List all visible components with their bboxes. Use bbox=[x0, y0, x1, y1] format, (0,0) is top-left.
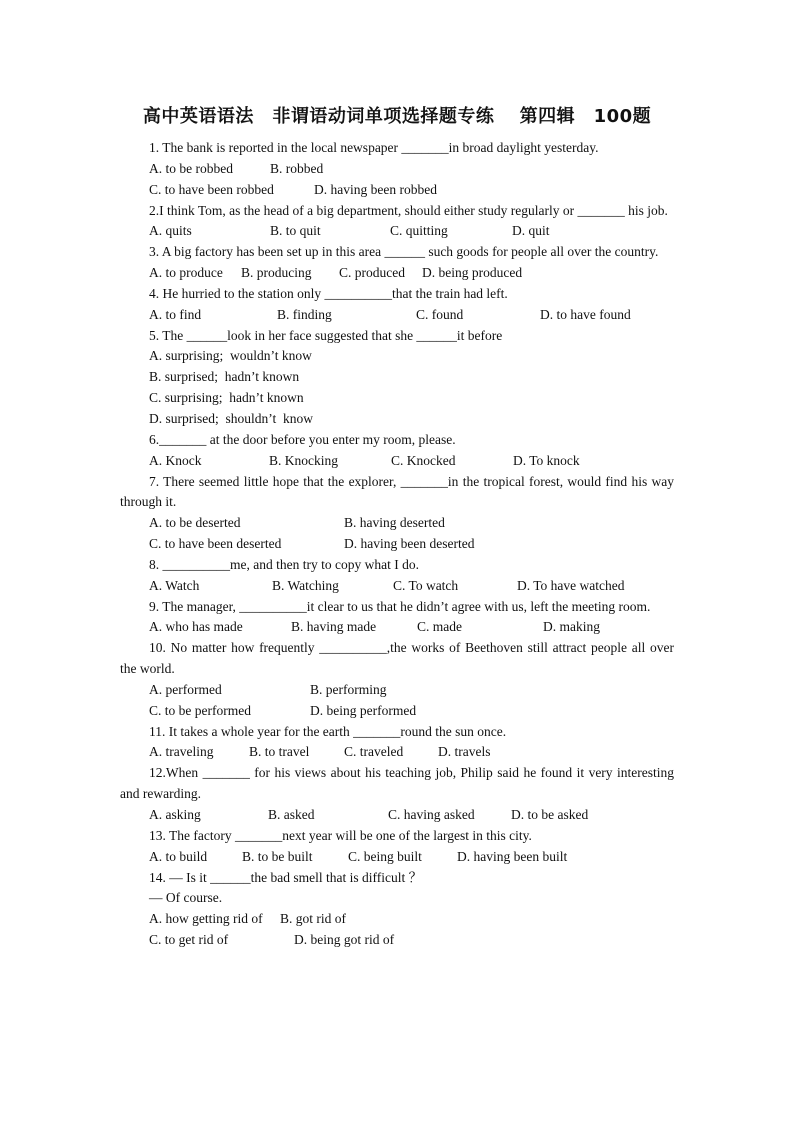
option-b: B. Knocking bbox=[269, 452, 338, 468]
option-b: B. to quit bbox=[270, 223, 321, 239]
question-13: 13. The factory _______next year will be one of the largest in this city. bbox=[149, 827, 532, 843]
option-c: C. To watch bbox=[393, 577, 459, 593]
option-d: D. being produced bbox=[422, 265, 523, 281]
option-d: D. making bbox=[543, 619, 600, 635]
option-d: D. having been robbed bbox=[314, 181, 437, 197]
question-3: 3. A big factory has been set up in this area ______ such goods for people all over the country. bbox=[149, 244, 659, 260]
option-b: B. got rid of bbox=[280, 911, 346, 927]
option-a: A. to be robbed bbox=[149, 160, 233, 176]
option-c: C. to get rid of bbox=[149, 932, 229, 948]
option-c: C. to have been deserted bbox=[149, 536, 282, 552]
option-b: B. Watching bbox=[272, 577, 339, 593]
option-a: A. to produce bbox=[149, 265, 223, 281]
options-row bbox=[120, 742, 674, 763]
option-b: B. having deserted bbox=[344, 515, 445, 531]
option-a: A. to build bbox=[149, 848, 208, 864]
options-row bbox=[120, 617, 674, 638]
option-d: D. having been deserted bbox=[344, 536, 475, 552]
options-row bbox=[120, 180, 674, 201]
option-b: B. surprised; hadn’t known bbox=[149, 369, 300, 385]
question-2: 2.I think Tom, as the head of a big department, should either study regularly or _______ his job. bbox=[149, 202, 668, 218]
option-a: A. traveling bbox=[149, 744, 214, 760]
options-row bbox=[120, 847, 674, 868]
option-c: C. quitting bbox=[390, 223, 448, 239]
options-row bbox=[120, 576, 674, 597]
option-d: D. travels bbox=[438, 744, 491, 760]
question-14: 14. — Is it ______the bad smell that is difficult ？ bbox=[149, 869, 423, 885]
options-row bbox=[120, 534, 674, 555]
option-a: A. asking bbox=[149, 807, 201, 822]
option-a: A. to be deserted bbox=[149, 515, 241, 531]
question-1: 1. The bank is reported in the local newspaper _______in broad daylight yesterday. bbox=[149, 140, 599, 155]
question-9: 9. The manager, __________it clear to us that he didn’t agree with us, left the meeting room. bbox=[149, 598, 651, 614]
page-title: 高中英语语法 非谓语动词单项选择题专练 第四辑 100题 bbox=[142, 106, 652, 127]
option-b: B. robbed bbox=[270, 160, 324, 176]
question-7: 7. There seemed little hope that the explorer, _______in the tropical forest, would find his way through it. bbox=[120, 473, 674, 510]
option-c: C. Knocked bbox=[391, 452, 456, 468]
option-d: D. being got rid of bbox=[294, 932, 395, 948]
options-row bbox=[120, 680, 674, 701]
option-c: C. found bbox=[416, 306, 464, 322]
question-4: 4. He hurried to the station only __________that the train had left. bbox=[149, 285, 508, 301]
option-a: A. how getting rid of bbox=[149, 911, 263, 927]
option-c: C. to be performed bbox=[149, 702, 251, 718]
option-d: D. quit bbox=[512, 223, 550, 239]
question-12: 12.When _______ for his views about his teaching job, Philip said he found it very interesting and rewarding. bbox=[120, 765, 674, 802]
options-row bbox=[120, 159, 674, 180]
options-row bbox=[120, 451, 674, 472]
option-d: D. surprised; shouldn’t know bbox=[149, 410, 313, 426]
option-a: A. Watch bbox=[149, 577, 200, 593]
option-b: B. producing bbox=[241, 265, 312, 281]
option-c: C. being built bbox=[348, 848, 422, 864]
options-row bbox=[120, 263, 674, 284]
question-6: 6._______ at the door before you enter my room, please. bbox=[149, 431, 456, 447]
option-a: A. performed bbox=[149, 681, 222, 697]
answer-line: — Of course. bbox=[149, 890, 223, 906]
options-row bbox=[120, 513, 674, 534]
option-a: A. to find bbox=[149, 306, 202, 322]
option-d: D. to be asked bbox=[511, 807, 589, 822]
option-b: B. finding bbox=[277, 306, 332, 322]
option-c: C. traveled bbox=[344, 744, 404, 760]
option-c: C. to have been robbed bbox=[149, 181, 274, 197]
option-b: B. to travel bbox=[249, 744, 310, 760]
option-b: B. having made bbox=[291, 619, 377, 635]
options-row bbox=[120, 930, 674, 951]
option-d: D. being performed bbox=[310, 702, 417, 718]
option-c: C. made bbox=[417, 619, 462, 635]
option-a: A. quits bbox=[149, 223, 192, 239]
option-d: D. To have watched bbox=[517, 577, 625, 593]
options-row bbox=[120, 221, 674, 242]
options-row bbox=[120, 701, 674, 722]
option-b: B. to be built bbox=[242, 848, 313, 864]
option-a: A. Knock bbox=[149, 452, 202, 468]
option-b: B. performing bbox=[310, 681, 387, 697]
options-row bbox=[120, 305, 674, 326]
question-11: 11. It takes a whole year for the earth _______round the sun once. bbox=[149, 723, 507, 739]
options-row bbox=[120, 805, 674, 826]
option-d: D. To knock bbox=[513, 452, 580, 468]
options-row bbox=[120, 909, 674, 930]
option-b: B. asked bbox=[268, 807, 315, 822]
question-10: 10. No matter how frequently __________,the works of Beethoven still attract people all over the world. bbox=[120, 640, 674, 677]
question-8: 8. __________me, and then try to copy what I do. bbox=[149, 556, 419, 572]
option-d: D. to have found bbox=[540, 306, 631, 322]
question-list bbox=[120, 138, 674, 951]
option-a: A. surprising; wouldn’t know bbox=[149, 348, 312, 364]
option-a: A. who has made bbox=[149, 619, 243, 635]
option-c: C. having asked bbox=[388, 807, 475, 822]
option-d: D. having been built bbox=[457, 848, 568, 864]
option-c: C. produced bbox=[339, 265, 405, 281]
question-5: 5. The ______look in her face suggested that she ______it before bbox=[149, 327, 503, 343]
option-c: C. surprising; hadn’t known bbox=[149, 390, 304, 406]
